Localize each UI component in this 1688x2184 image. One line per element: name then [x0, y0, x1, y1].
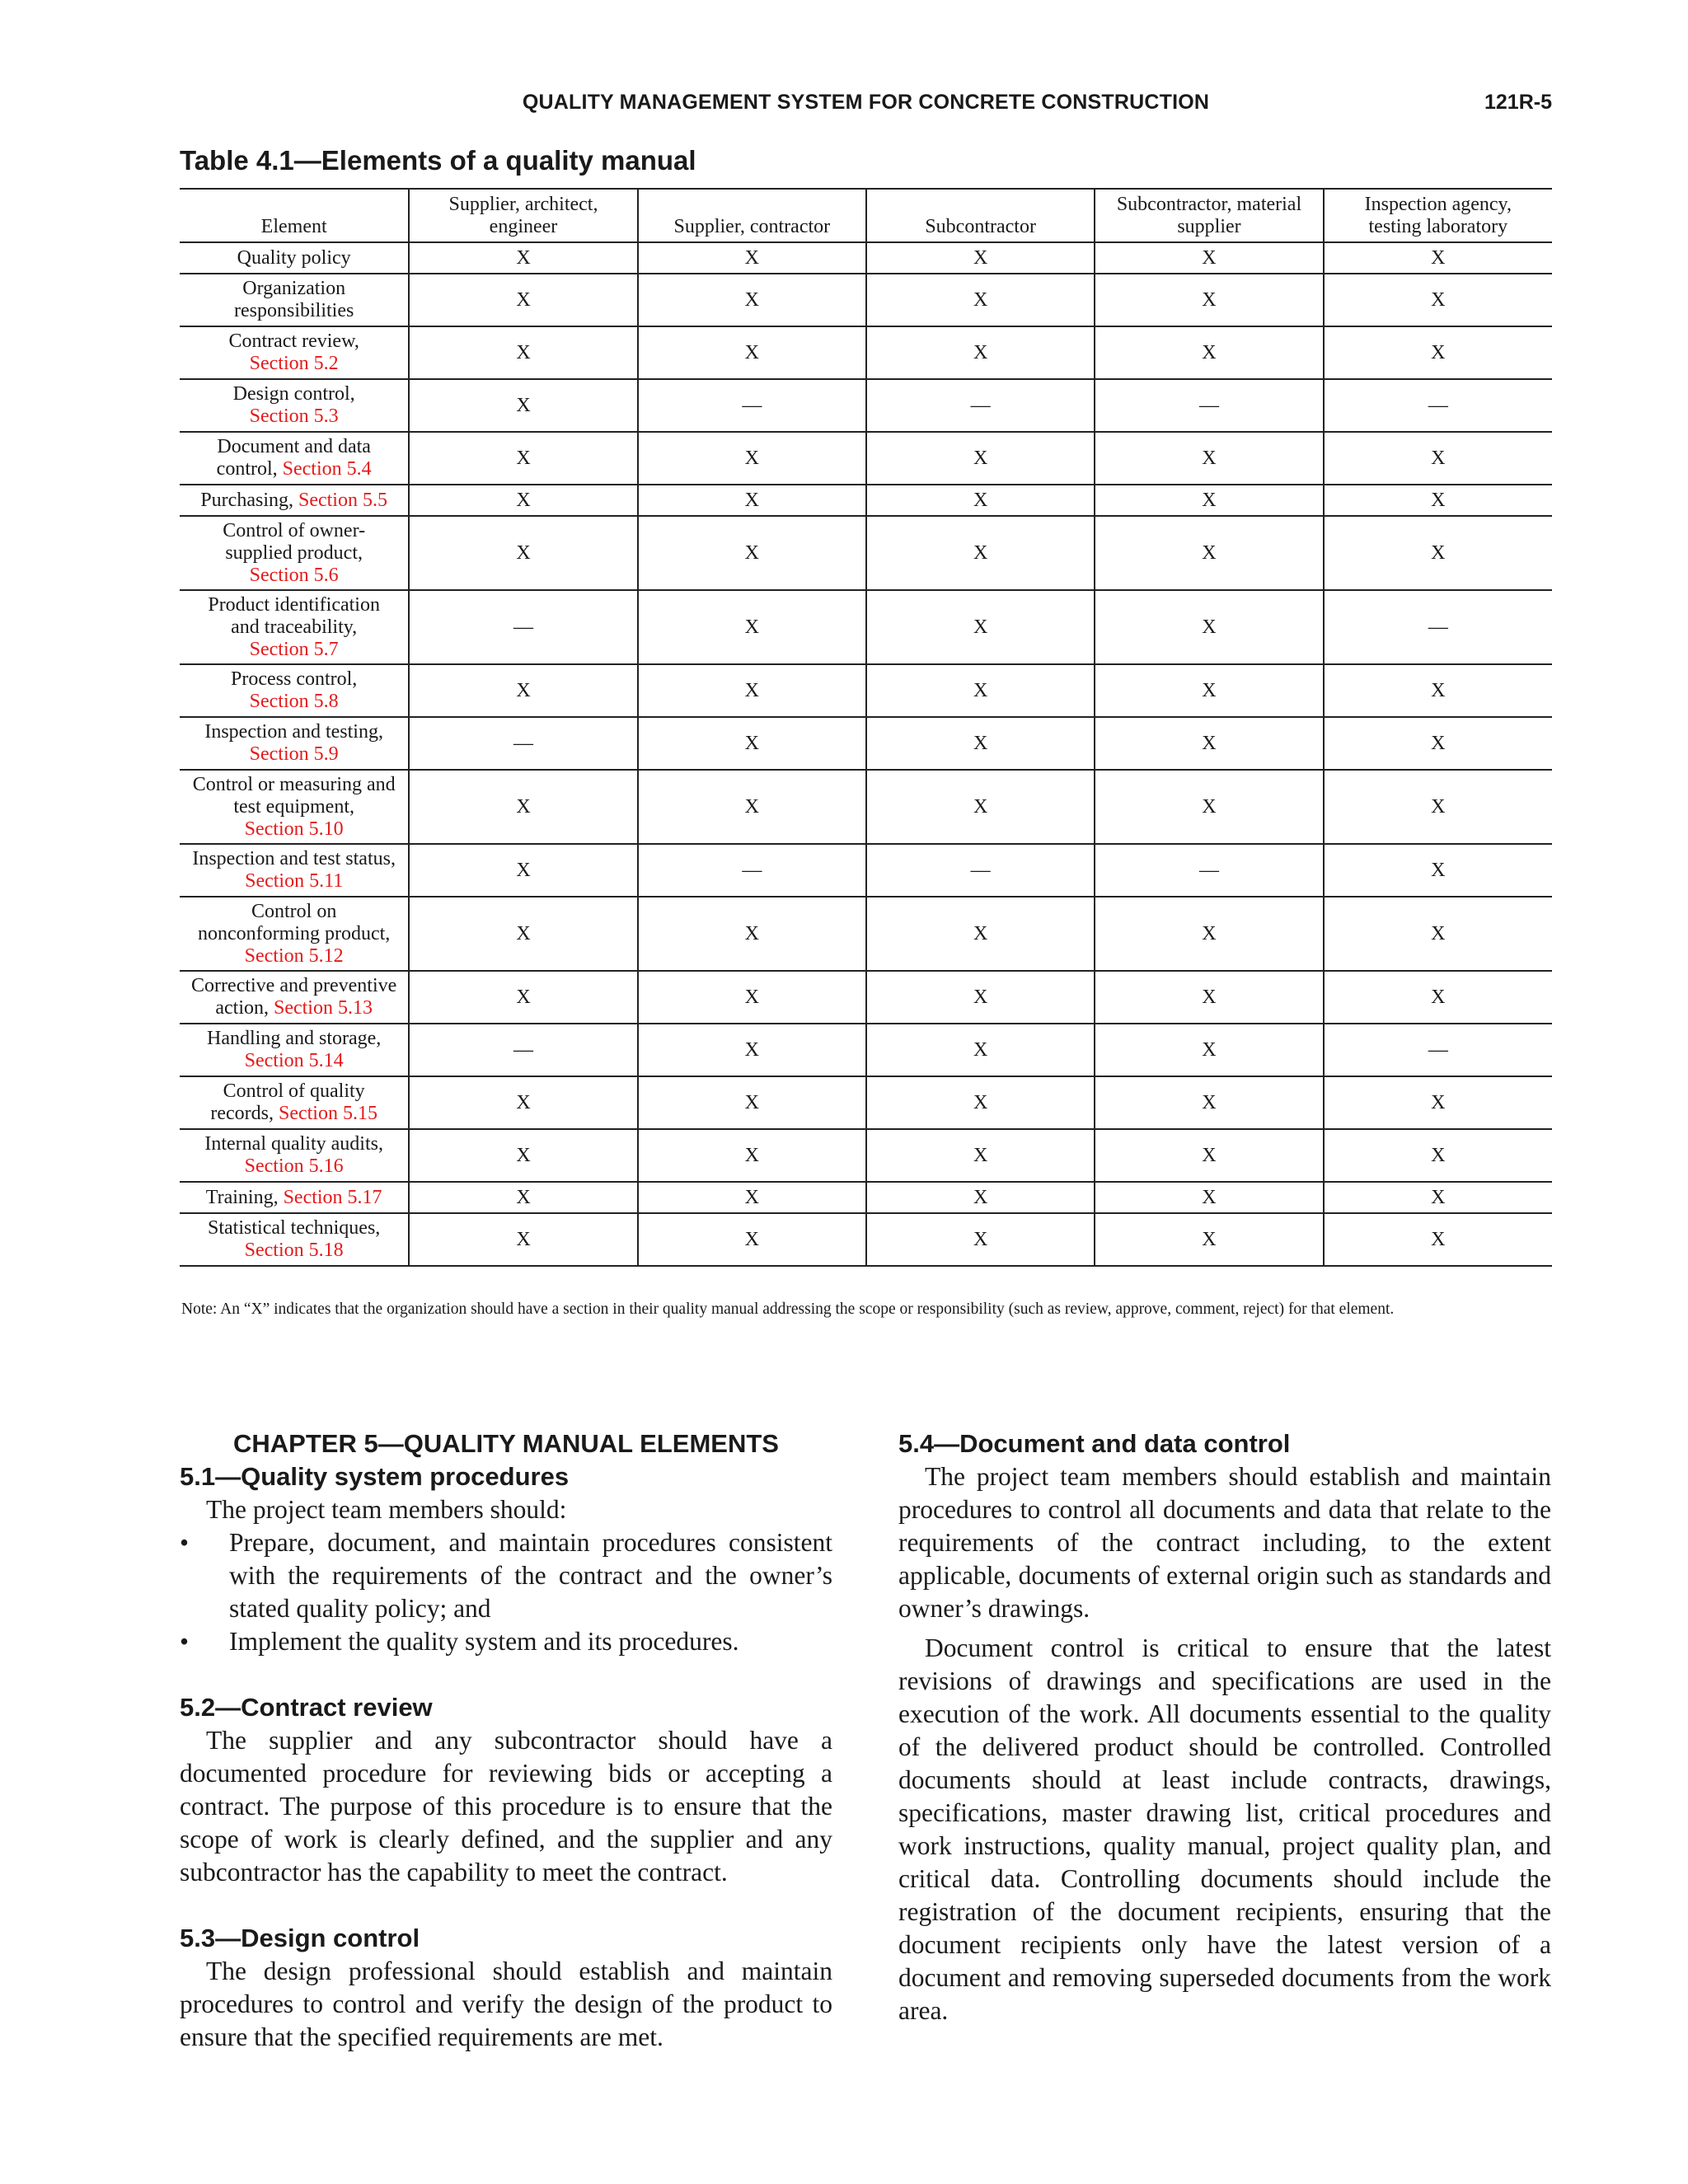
value-cell: X [1095, 326, 1323, 379]
table-row [180, 971, 1552, 1024]
value-cell: X [409, 432, 637, 485]
value-cell: X [1095, 664, 1323, 717]
table-row [180, 590, 1552, 664]
value-cell: X [638, 971, 866, 1024]
value-cell: X [638, 326, 866, 379]
element-label: test equipment, [233, 795, 354, 818]
section-5-2-body: The supplier and any subcontractor should have a documented procedure for reviewing bids or accepting a contract. The purpose of this procedure is to ensure that the scope of work is clearly defined, and the supplier and any subcontractor has the capability to meet the contract. [180, 1726, 832, 1886]
column-header-text: Inspection agency, [1364, 194, 1512, 215]
table-row [180, 274, 1552, 326]
value-cell: X [1095, 590, 1323, 664]
list-item-text: Prepare, document, and maintain procedures consistent with the requirements of the contract and the owner’s stated quality policy; and [229, 1528, 832, 1623]
chapter-title: CHAPTER 5—QUALITY MANUAL ELEMENTS [233, 1429, 779, 1458]
element-label: Control on [251, 900, 337, 922]
value-cell: X [1324, 717, 1552, 770]
value-cell: X [866, 664, 1095, 717]
table-row [180, 770, 1552, 844]
section-reference-link[interactable]: Section 5.5 [298, 489, 387, 511]
list-item [180, 1526, 832, 1625]
table-row [180, 485, 1552, 516]
element-cell [180, 717, 409, 770]
value-cell: X [638, 1076, 866, 1129]
section-reference-link[interactable]: Section 5.11 [245, 870, 344, 892]
element-cell [180, 971, 409, 1024]
section-reference-link[interactable]: Section 5.10 [244, 818, 344, 840]
element-cell [180, 242, 409, 274]
value-cell: — [1324, 1024, 1552, 1076]
value-cell: X [409, 897, 637, 971]
element-label: and traceability, [231, 616, 358, 638]
section-reference-link[interactable]: Section 5.14 [244, 1050, 344, 1071]
running-head [180, 91, 1552, 120]
value-cell: X [866, 971, 1095, 1024]
element-cell [180, 1076, 409, 1129]
element-cell [180, 1129, 409, 1182]
value-cell: X [866, 897, 1095, 971]
value-cell: — [409, 590, 637, 664]
element-cell [180, 664, 409, 717]
value-cell: X [1324, 844, 1552, 897]
value-cell: X [866, 1182, 1095, 1213]
section-5-2-heading: 5.2—Contract review [180, 1693, 433, 1722]
section-5-4-paragraph-1: The project team members should establish and maintain procedures to control all documents and data that relate to the requirements of the contract including, to the extent applicable, documents of external origin such as standards and owner’s drawings. [898, 1462, 1551, 1623]
value-cell: — [409, 717, 637, 770]
value-cell: X [409, 1129, 637, 1182]
table-row [180, 897, 1552, 971]
element-label: Purchasing, [200, 489, 298, 511]
value-cell: X [1324, 485, 1552, 516]
element-label: Control of owner- [223, 519, 366, 541]
value-cell: — [1095, 379, 1323, 432]
value-cell: X [866, 326, 1095, 379]
section-reference-link[interactable]: Section 5.18 [244, 1240, 344, 1261]
table-row [180, 664, 1552, 717]
value-cell: — [638, 844, 866, 897]
element-cell [180, 274, 409, 326]
value-cell: X [866, 590, 1095, 664]
value-cell: X [1324, 971, 1552, 1024]
value-cell: X [409, 326, 637, 379]
value-cell: X [1095, 971, 1323, 1024]
value-cell: X [1095, 717, 1323, 770]
value-cell: X [409, 1076, 637, 1129]
value-cell: X [1324, 432, 1552, 485]
table-row [180, 432, 1552, 485]
value-cell: X [1095, 485, 1323, 516]
table-row [180, 1024, 1552, 1076]
value-cell: X [1324, 274, 1552, 326]
value-cell: X [638, 1213, 866, 1266]
value-cell: X [409, 379, 637, 432]
value-cell: — [638, 379, 866, 432]
value-cell: X [1095, 1024, 1323, 1076]
section-reference-link[interactable]: Section 5.4 [282, 458, 372, 480]
value-cell: X [866, 1076, 1095, 1129]
value-cell: X [1324, 1076, 1552, 1129]
section-5-3-heading: 5.3—Design control [180, 1924, 420, 1952]
value-cell: X [409, 770, 637, 844]
value-cell: X [638, 897, 866, 971]
element-label: nonconforming product, [198, 922, 391, 944]
value-cell: X [866, 1024, 1095, 1076]
section-reference-link[interactable]: Section 5.6 [249, 564, 339, 586]
value-cell: X [866, 770, 1095, 844]
value-cell: X [409, 274, 637, 326]
section-reference-link[interactable]: Section 5.9 [249, 743, 339, 765]
value-cell: X [1095, 1076, 1323, 1129]
section-reference-link[interactable]: Section 5.7 [249, 638, 339, 660]
value-cell: X [409, 1182, 637, 1213]
running-title: QUALITY MANAGEMENT SYSTEM FOR CONCRETE CONSTRUCTION [522, 91, 1210, 114]
value-cell: — [409, 1024, 637, 1076]
value-cell: X [409, 242, 637, 274]
column-header-text: Supplier, architect, [448, 194, 598, 215]
element-cell [180, 1024, 409, 1076]
bullet-marker: • [180, 1528, 190, 1557]
section-reference-link[interactable]: Section 5.12 [244, 944, 344, 967]
value-cell: X [409, 844, 637, 897]
element-cell [180, 897, 409, 971]
section-reference-link[interactable]: Section 5.8 [249, 691, 339, 712]
value-cell: X [1324, 770, 1552, 844]
value-cell: X [1324, 516, 1552, 590]
value-cell: X [638, 274, 866, 326]
value-cell: X [1324, 326, 1552, 379]
value-cell: X [638, 242, 866, 274]
value-cell: X [638, 664, 866, 717]
section-reference-link[interactable]: Section 5.16 [244, 1155, 344, 1177]
value-cell: X [1095, 274, 1323, 326]
value-cell: X [866, 432, 1095, 485]
column-header-text: Subcontractor, material [1116, 194, 1302, 215]
value-cell: X [409, 664, 637, 717]
column-header [1324, 189, 1552, 242]
element-cell [180, 379, 409, 432]
element-cell [180, 326, 409, 379]
element-cell [180, 432, 409, 485]
value-cell: X [1324, 1182, 1552, 1213]
element-label: supplied product, [225, 541, 363, 564]
page-number: 121R-5 [1484, 91, 1552, 114]
value-cell: X [638, 717, 866, 770]
value-cell: X [1095, 432, 1323, 485]
value-cell: X [1095, 516, 1323, 590]
element-label: Training, [205, 1186, 284, 1208]
value-cell: X [1095, 1129, 1323, 1182]
element-label: Handling and storage, [207, 1028, 382, 1049]
bullet-marker: • [180, 1627, 190, 1656]
section-5-1-intro: The project team members should: [206, 1495, 567, 1524]
section-5-1-heading: 5.1—Quality system procedures [180, 1462, 570, 1491]
section-5-1-list [180, 1526, 832, 1658]
table-row [180, 242, 1552, 274]
value-cell: X [1095, 1213, 1323, 1266]
value-cell: X [1324, 664, 1552, 717]
column-header [638, 189, 866, 242]
table-row [180, 717, 1552, 770]
column-header-text: Supplier, contractor [673, 216, 831, 237]
section-reference-link[interactable]: Section 5.13 [273, 997, 373, 1019]
value-cell: — [866, 844, 1095, 897]
value-cell: X [638, 1182, 866, 1213]
table-row [180, 326, 1552, 379]
list-item [180, 1625, 832, 1658]
element-label: action, [215, 997, 274, 1019]
value-cell: X [1095, 897, 1323, 971]
value-cell: X [638, 432, 866, 485]
table-caption: Table 4.1—Elements of a quality manual [180, 145, 696, 176]
element-label: Contract review, [228, 330, 359, 352]
section-5-4-paragraph-2: Document control is critical to ensure that the latest revisions of drawings and specifications are used in the execution of the work. All documents essential to the quality of the delivered product should be controlled. Controlled documents should at least include contracts, drawings, specifications, master drawing list, critical procedures and work instructions, quality manual, project quality plan, and critical data. Controlling documents should include the registration of the document recipients, ensuring that the document recipients only have the latest version of a document and removing superseded documents from the work area. [898, 1633, 1551, 2025]
table-body [180, 242, 1552, 1266]
value-cell: — [866, 379, 1095, 432]
element-cell [180, 844, 409, 897]
table-row [180, 844, 1552, 897]
value-cell: X [1324, 242, 1552, 274]
element-label: Design control, [232, 383, 355, 405]
element-label: Inspection and test status, [192, 848, 396, 869]
value-cell: X [866, 717, 1095, 770]
table-row [180, 1213, 1552, 1266]
element-label: Internal quality audits, [204, 1133, 383, 1155]
element-label: Corrective and preventive [191, 975, 397, 996]
right-column [898, 1427, 1551, 2027]
table-note: Note: An “X” indicates that the organization should have a section in their quality manual addressing the scope or responsibility (such as review, approve, comment, reject) for that element. [181, 1301, 1395, 1318]
left-column [180, 1427, 832, 2054]
element-cell [180, 485, 409, 516]
column-header-text: testing laboratory [1368, 216, 1508, 237]
value-cell: X [638, 516, 866, 590]
list-item-text: Implement the quality system and its procedures. [229, 1627, 739, 1656]
value-cell: X [866, 485, 1095, 516]
value-cell: X [409, 516, 637, 590]
value-cell: X [1324, 1213, 1552, 1266]
element-cell [180, 1213, 409, 1266]
section-reference-link[interactable]: Section 5.17 [283, 1186, 382, 1208]
value-cell: X [866, 274, 1095, 326]
element-label: Control of quality [223, 1080, 365, 1102]
table-row [180, 1076, 1552, 1129]
value-cell: X [866, 242, 1095, 274]
value-cell: — [1324, 590, 1552, 664]
value-cell: X [1095, 1182, 1323, 1213]
section-reference-link[interactable]: Section 5.3 [249, 405, 339, 427]
table-row [180, 516, 1552, 590]
section-5-3-body: The design professional should establish and maintain procedures to control and verify the design of the product to ensure that the specified requirements are met. [180, 1957, 832, 2051]
column-header [409, 189, 637, 242]
element-label: Quality policy [237, 246, 351, 269]
section-reference-link[interactable]: Section 5.2 [249, 353, 339, 374]
value-cell: — [1095, 844, 1323, 897]
column-header-text: Element [260, 216, 327, 237]
column-header [866, 189, 1095, 242]
element-cell [180, 770, 409, 844]
element-label: control, [216, 458, 283, 480]
table-header-row [180, 189, 1552, 242]
value-cell: X [638, 770, 866, 844]
value-cell: X [638, 1129, 866, 1182]
value-cell: X [638, 485, 866, 516]
quality-manual-table [180, 188, 1552, 1267]
section-reference-link[interactable]: Section 5.15 [278, 1103, 377, 1124]
element-label: Product identification [208, 593, 380, 616]
element-label: Control or measuring and [192, 773, 396, 795]
column-header-text: Subcontractor [925, 216, 1036, 237]
value-cell: X [1324, 1129, 1552, 1182]
element-label: Document and data [217, 436, 371, 457]
value-cell: X [1324, 897, 1552, 971]
element-label: Inspection and testing, [204, 721, 383, 743]
table-row [180, 379, 1552, 432]
table-row [180, 1129, 1552, 1182]
element-label: Statistical techniques, [208, 1217, 381, 1239]
value-cell: X [638, 1024, 866, 1076]
element-cell [180, 516, 409, 590]
table-row [180, 1182, 1552, 1213]
element-label: records, [210, 1103, 279, 1124]
element-cell [180, 1182, 409, 1213]
value-cell: X [409, 1213, 637, 1266]
element-label: Process control, [231, 668, 358, 690]
value-cell: X [638, 590, 866, 664]
section-5-4-heading: 5.4—Document and data control [898, 1429, 1291, 1458]
value-cell: X [409, 971, 637, 1024]
element-label: responsibilities [234, 300, 354, 321]
value-cell: X [1095, 770, 1323, 844]
value-cell: X [866, 516, 1095, 590]
column-header [180, 189, 409, 242]
value-cell: X [866, 1213, 1095, 1266]
value-cell: X [1095, 242, 1323, 274]
value-cell: X [866, 1129, 1095, 1182]
element-label: Organization [242, 278, 346, 299]
column-header-text: engineer [489, 216, 558, 237]
value-cell: — [1324, 379, 1552, 432]
value-cell: X [409, 485, 637, 516]
column-header-text: supplier [1177, 216, 1241, 237]
column-header [1095, 189, 1323, 242]
element-cell [180, 590, 409, 664]
